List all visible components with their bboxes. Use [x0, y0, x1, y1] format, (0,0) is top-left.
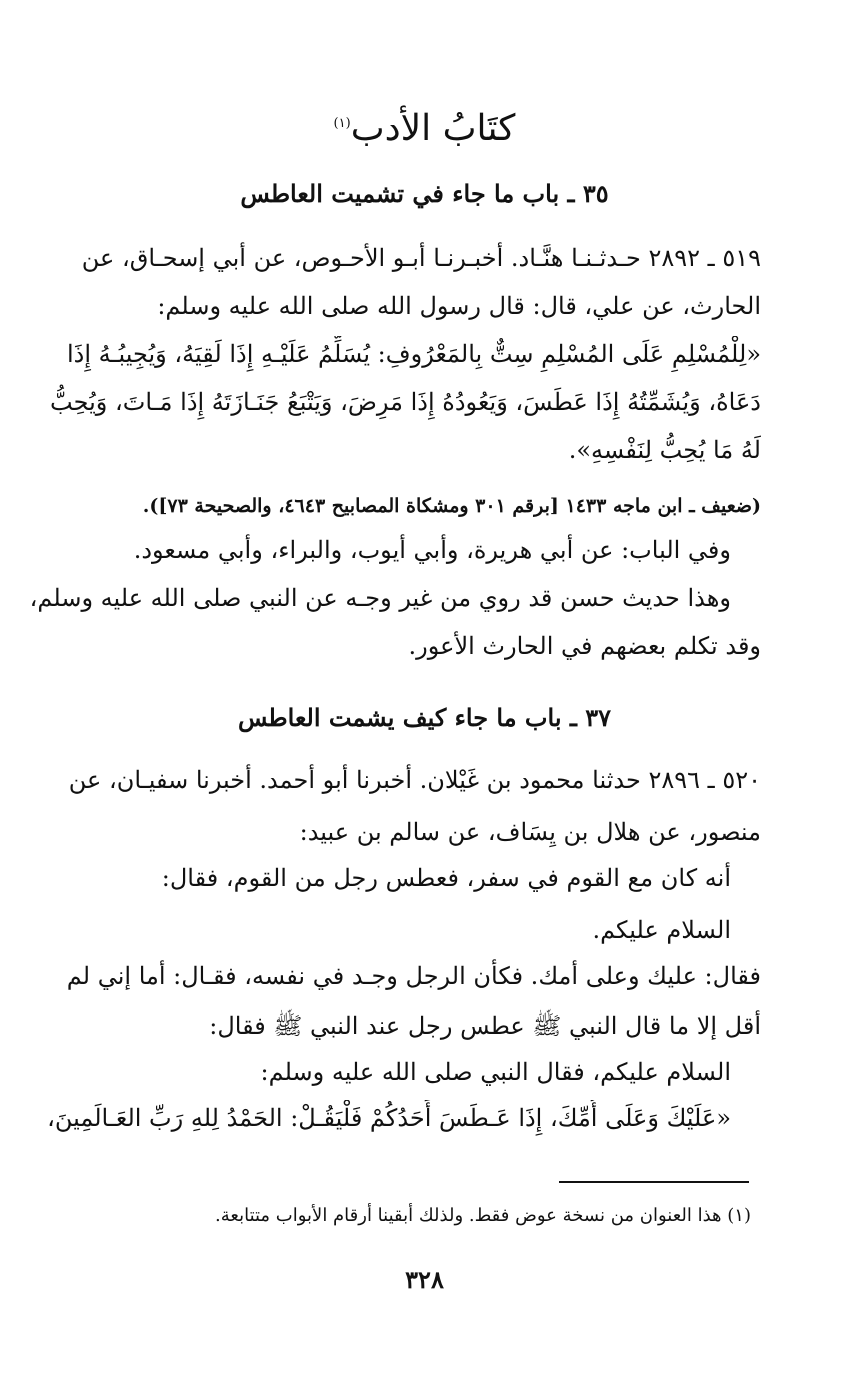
hadith-519-isnad-line-1: ٥١٩ ـ ٢٨٩٢ حـدثـنـا هنَّـاد. أخبـرنـا أبـو الأحـوص، عن أبي إسحـاق، عن	[81, 244, 761, 272]
hadith-520-isnad-line-1: ٥٢٠ ـ ٢٨٩٦ حدثنا محمود بن غَيْلان. أخبرنا أبو أحمد. أخبرنا سفيـان، عن	[68, 766, 761, 794]
hadith-520-matn-line-8: «عَلَيْكَ وَعَلَى أُمِّكَ، إِذَا عَـطَسَ أَحَدُكُمْ فَلْيَقُـلْ: الحَمْدُ لِلهِ رَبِّ العَـالَمِينَ،	[47, 1104, 731, 1132]
hadith-519-matn-line-1: «لِلْمُسْلِمِ عَلَى المُسْلِمِ سِتٌّ بِالمَعْرُوفِ: يُسَلِّمُ عَلَيْـهِ إِذَا لَقِيَهُ، وَيُجِيبُـهُ إِذَا	[66, 340, 761, 368]
hadith-519-comment-line-1: وهذا حديث حسن قد روي من غير وجـه عن النبي صلى الله عليه وسلم،	[29, 584, 731, 612]
hadith-520-text-line-6: أقل إلا ما قال النبي ﷺ عطس رجل عند النبي ﷺ فقال:	[209, 1012, 761, 1040]
hadith-519-comment-line-2: وقد تكلم بعضهم في الحارث الأعور.	[408, 632, 761, 660]
hadith-520-text-line-7: السلام عليكم، فقال النبي صلى الله عليه وسلم:	[260, 1058, 731, 1086]
footnote-1: (١) هذا العنوان من نسخة عوض فقط. ولذلك أبقينا أرقام الأبواب متتابعة.	[215, 1205, 751, 1226]
hadith-520-text-line-4: السلام عليكم.	[592, 916, 731, 944]
hadith-519-matn-line-3: لَهُ مَا يُحِبُّ لِنَفْسِهِ».	[568, 436, 761, 464]
hadith-519-bab-note: وفي الباب: عن أبي هريرة، وأبي أيوب، والبراء، وأبي مسعود.	[133, 536, 731, 564]
chapter-35-heading: ٣٥ ـ باب ما جاء في تشميت العاطس	[240, 179, 609, 208]
hadith-519-matn-line-2: دَعَاهُ، وَيُشَمِّتُهُ إِذَا عَطَسَ، وَيَعُودُهُ إِذَا مَرِضَ، وَيَتْبَعُ جَنَـازَتَهُ إِذَا مَـاتَ، وَيُحِبُّ	[50, 388, 761, 416]
footnote-separator	[559, 1181, 749, 1183]
hadith-519-grading: (ضعيف ـ ابن ماجه ١٤٣٣ [برقم ٣٠١ ومشكاة المصابيح ٤٦٤٣، والصحيحة ٧٣]).	[142, 495, 761, 517]
book-title-text: كتَابُ الأدب	[350, 108, 516, 149]
book-title-footnote-marker: (١)	[333, 116, 351, 131]
hadith-520-text-line-5: فقال: عليك وعلى أمك. فكأن الرجل وجـد في نفسه، فقـال: أما إني لم	[66, 962, 761, 990]
book-title	[0, 104, 849, 154]
chapter-37-heading: ٣٧ ـ باب ما جاء كيف يشمت العاطس	[237, 703, 612, 732]
hadith-519-isnad-line-2: الحارث، عن علي، قال: قال رسول الله صلى الله عليه وسلم:	[157, 292, 761, 320]
hadith-520-text-line-3: أنه كان مع القوم في سفر، فعطس رجل من القوم، فقال:	[161, 864, 731, 892]
page-number: ٣٢٨	[405, 1265, 444, 1294]
hadith-520-isnad-line-2: منصور، عن هلال بن يِسَاف، عن سالم بن عبيد:	[299, 818, 761, 846]
